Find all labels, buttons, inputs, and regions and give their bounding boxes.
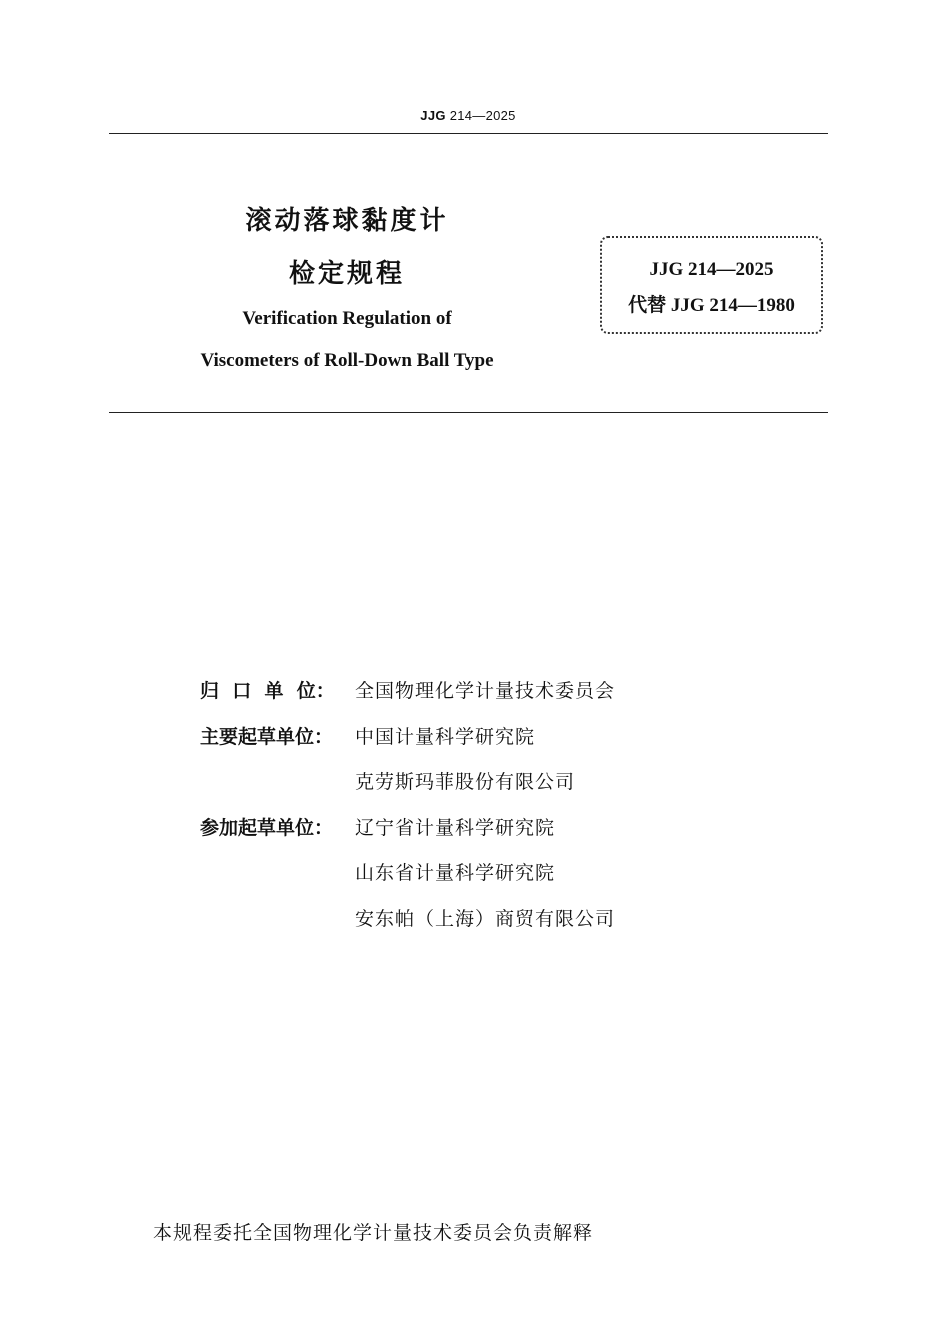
header-standard-code <box>0 108 936 123</box>
interpretation-note: 本规程委托全国物理化学计量技术委员会负责解释 <box>153 1222 594 1244</box>
org-label: 参加起草单位： <box>200 816 334 839</box>
organizations-list <box>200 676 615 949</box>
org-label: 主要起草单位： <box>200 725 334 748</box>
standard-code-box <box>600 236 823 334</box>
standard-code: JJG 214—2025 <box>649 259 774 280</box>
org-value: 山东省计量科学研究院 <box>355 862 556 884</box>
org-row-main-drafter-2 <box>200 767 615 813</box>
bottom-divider <box>109 412 828 413</box>
replaces-code: 代替 JJG 214—1980 <box>628 295 795 316</box>
org-value: 全国物理化学计量技术委员会 <box>355 680 616 702</box>
title-chinese-line1: 滚动落球黏度计 <box>245 206 449 236</box>
title-chinese-line2: 检定规程 <box>288 259 405 289</box>
org-value: 安东帕（上海）商贸有限公司 <box>355 907 616 930</box>
top-divider <box>109 133 828 134</box>
title-english-line2: Viscometers of Roll-Down Ball Type <box>200 350 494 371</box>
org-row-participating <box>200 813 615 859</box>
title-english-line1: Verification Regulation of <box>242 308 452 329</box>
org-row-main-drafter <box>200 722 615 768</box>
org-row-participating-3 <box>200 904 615 950</box>
header-code-prefix: JJG <box>420 108 446 123</box>
org-row-responsible <box>200 676 615 722</box>
org-value: 中国计量科学研究院 <box>355 725 536 748</box>
header-code-number: 214—2025 <box>445 108 516 123</box>
org-label: 归 口 单 位： <box>200 680 335 702</box>
org-row-participating-2 <box>200 858 615 904</box>
org-value: 辽宁省计量科学研究院 <box>355 816 556 839</box>
org-value: 克劳斯玛菲股份有限公司 <box>355 771 576 793</box>
